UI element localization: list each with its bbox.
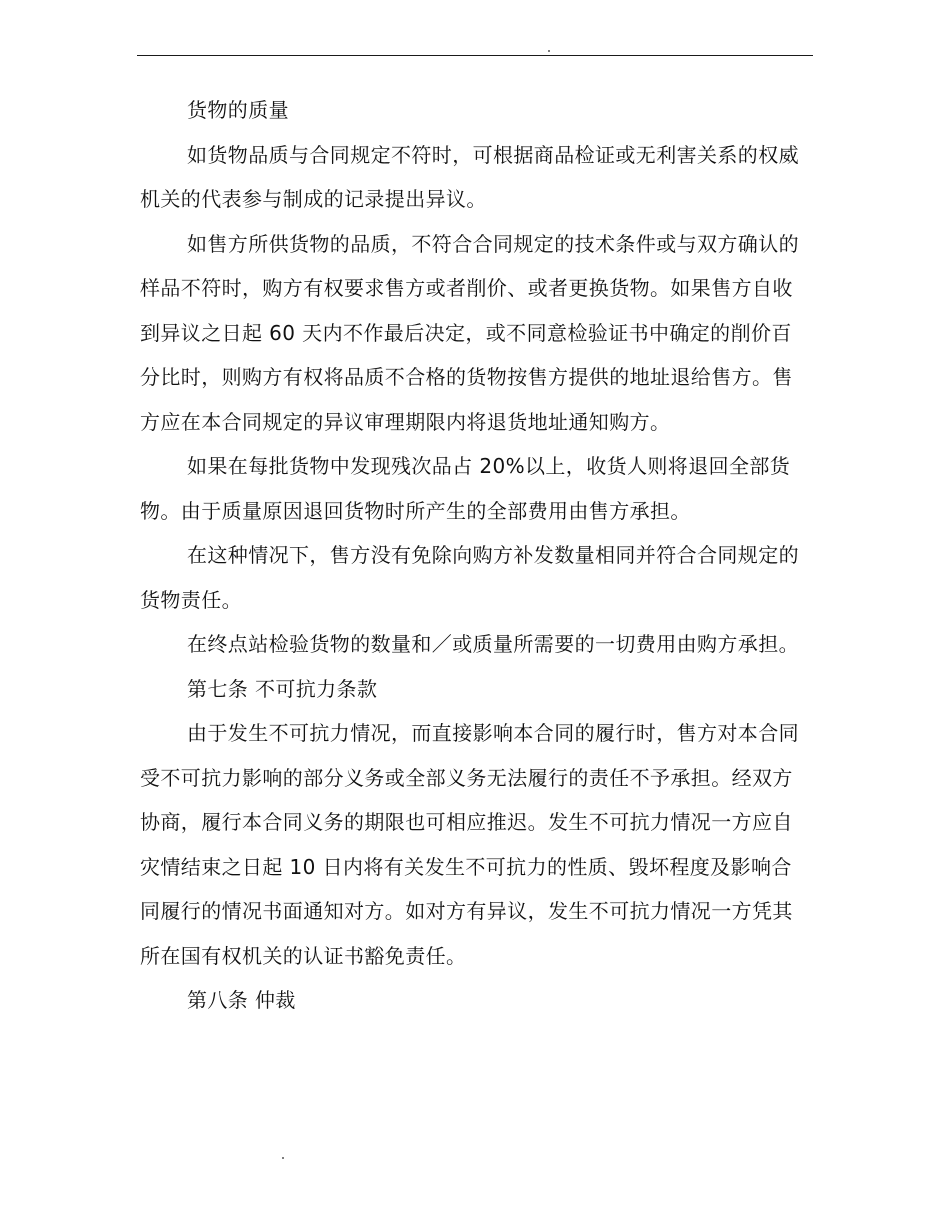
header-dot: [548, 50, 550, 52]
article-heading-force-majeure: 第七条 不可抗力条款: [187, 676, 378, 701]
article-heading-arbitration: 第八条 仲裁: [187, 988, 296, 1012]
paragraph-replacement-duty: 在这种情况下，售方没有免除向购方补发数量相同并符合合同规定的货物责任。: [140, 543, 799, 612]
paragraph-nonconforming-goods: 如售方所供货物的品质，不符合合同规定的技术条件或与双方确认的样品不符时，购方有权要求售方或者削价、或者更换货物。如果售方自收到异议之日起 60 天内不作最后决定，或不同意检验证书中确定的削价百分比时，则购方有权将品质不合格的货物按售方提供的地址退给售方。售方应在本合同规定的异议审理期限内将退货地址通知购方。: [140, 231, 799, 434]
paragraph-inspection-cost: 在终点站检验货物的数量和／或质量所需要的一切费用由购方承担。: [187, 632, 799, 656]
paragraph-defect-return: 如果在每批货物中发现残次品占 20%以上，收货人则将退回全部货物。由于质量原因退回货物时所产生的全部费用由售方承担。: [140, 454, 791, 523]
header-rule: [137, 55, 813, 56]
footer-dot: [282, 1157, 284, 1159]
paragraph-force-majeure: 由于发生不可抗力情况，而直接影响本合同的履行时，售方对本合同受不可抗力影响的部分义务或全部义务无法履行的责任不予承担。经双方协商，履行本合同义务的期限也可相应推迟。发生不可抗力情况一方应自灾情结束之日起 10 日内将有关发生不可抗力的性质、毁坏程度及影响合同履行的情况书面通知对方。如对方有异议，发生不可抗力情况一方凭其所在国有权机关的认证书豁免责任。: [140, 721, 799, 968]
paragraph-quality-objection: 如货物品质与合同规定不符时，可根据商品检证或无利害关系的权威机关的代表参与制成的记录提出异议。: [140, 142, 799, 211]
document-body: [140, 88, 806, 1023]
section-heading-quality: 货物的质量: [187, 98, 289, 122]
